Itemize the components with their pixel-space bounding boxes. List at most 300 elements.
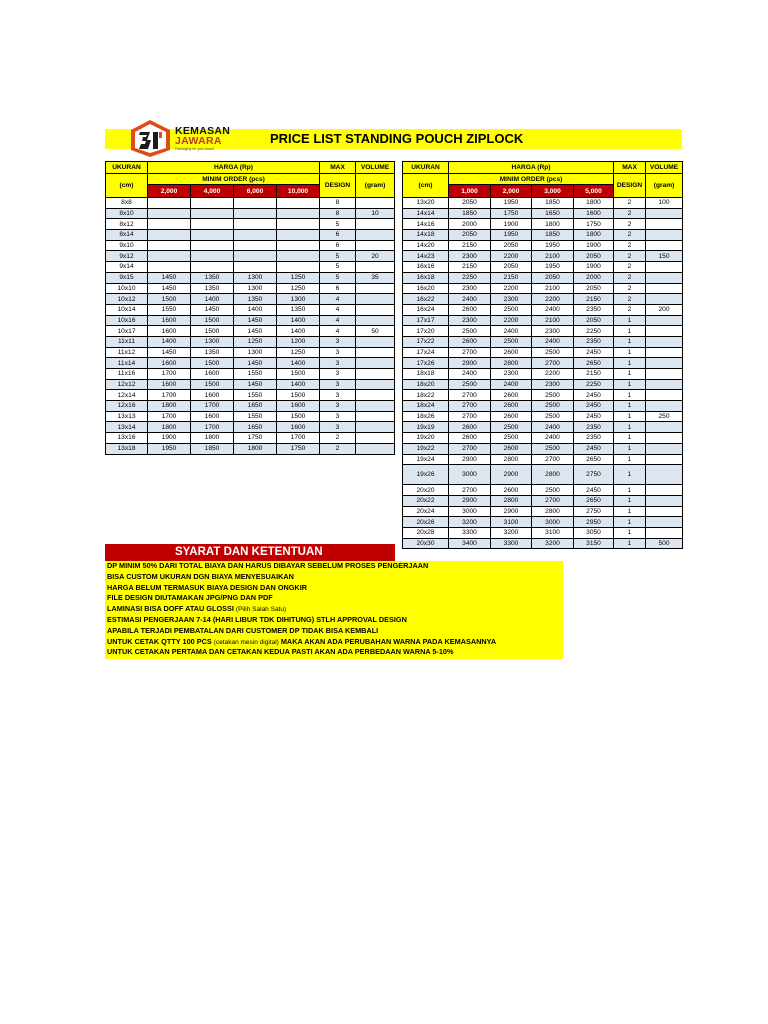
price-cell bbox=[234, 240, 277, 251]
table-row bbox=[403, 465, 683, 485]
table-row bbox=[106, 304, 395, 315]
volume-cell bbox=[356, 401, 395, 412]
size-cell: 20x22 bbox=[403, 495, 449, 506]
max-design-cell: 2 bbox=[614, 219, 646, 230]
price-cell: 2700 bbox=[449, 443, 491, 454]
price-cell: 1300 bbox=[277, 294, 320, 305]
price-cell: 1650 bbox=[532, 208, 574, 219]
price-cell: 2200 bbox=[491, 251, 532, 262]
price-cell: 1500 bbox=[191, 326, 234, 337]
volume-cell bbox=[646, 326, 683, 337]
max-design-cell: 1 bbox=[614, 517, 646, 528]
price-cell: 2150 bbox=[449, 240, 491, 251]
price-cell: 1600 bbox=[277, 401, 320, 412]
table-row bbox=[403, 198, 683, 209]
header-harga: HARGA (Rp) bbox=[449, 162, 614, 174]
size-cell: 8x14 bbox=[106, 230, 148, 241]
term-item: HARGA BELUM TERMASUK BIAYA DESIGN DAN ONGKIR bbox=[107, 582, 308, 592]
size-cell: 18x22 bbox=[403, 390, 449, 401]
price-cell: 2400 bbox=[532, 304, 574, 315]
price-cell: 1600 bbox=[191, 390, 234, 401]
price-cell: 1250 bbox=[277, 283, 320, 294]
size-cell: 14x23 bbox=[403, 251, 449, 262]
price-cell: 1650 bbox=[234, 422, 277, 433]
volume-cell bbox=[646, 517, 683, 528]
size-cell: 20x30 bbox=[403, 538, 449, 549]
volume-cell: 500 bbox=[646, 538, 683, 549]
price-cell: 1250 bbox=[277, 347, 320, 358]
price-cell bbox=[148, 251, 191, 262]
price-cell: 2050 bbox=[574, 251, 614, 262]
price-cell: 1750 bbox=[574, 219, 614, 230]
price-cell: 1300 bbox=[234, 347, 277, 358]
table-row bbox=[106, 240, 395, 251]
volume-cell bbox=[356, 379, 395, 390]
size-cell: 8x8 bbox=[106, 198, 148, 209]
price-cell: 2500 bbox=[491, 422, 532, 433]
max-design-cell: 1 bbox=[614, 495, 646, 506]
price-cell: 2400 bbox=[532, 433, 574, 444]
table-row bbox=[106, 336, 395, 347]
volume-cell bbox=[356, 262, 395, 273]
price-cell: 2350 bbox=[574, 422, 614, 433]
size-cell: 19x24 bbox=[403, 454, 449, 465]
max-design-cell: 1 bbox=[614, 358, 646, 369]
price-cell: 2350 bbox=[574, 336, 614, 347]
price-cell bbox=[148, 230, 191, 241]
size-cell: 14x16 bbox=[403, 219, 449, 230]
term-item: DP MINIM 50% DARI TOTAL BIAYA DAN HARUS DIBAYAR SEBELUM PROSES PENGERJAAN bbox=[107, 561, 429, 570]
max-design-cell: 1 bbox=[614, 411, 646, 422]
price-cell: 2300 bbox=[532, 326, 574, 337]
qty-header: 10,000 bbox=[277, 185, 320, 198]
max-design-cell: 1 bbox=[614, 454, 646, 465]
price-cell: 1600 bbox=[148, 326, 191, 337]
price-cell bbox=[277, 198, 320, 209]
price-cell bbox=[234, 208, 277, 219]
price-cell: 2100 bbox=[532, 283, 574, 294]
max-design-cell: 3 bbox=[320, 336, 356, 347]
price-cell: 1800 bbox=[234, 443, 277, 454]
volume-cell: 100 bbox=[646, 198, 683, 209]
max-design-cell: 6 bbox=[320, 230, 356, 241]
table-row bbox=[403, 527, 683, 538]
table-row bbox=[403, 538, 683, 549]
price-cell: 1600 bbox=[191, 411, 234, 422]
price-cell: 1600 bbox=[148, 379, 191, 390]
price-cell: 2650 bbox=[574, 358, 614, 369]
price-cell: 2600 bbox=[491, 401, 532, 412]
price-cell: 2250 bbox=[449, 272, 491, 283]
price-cell: 1500 bbox=[191, 379, 234, 390]
price-cell: 2600 bbox=[449, 433, 491, 444]
size-cell: 18x18 bbox=[403, 369, 449, 380]
size-cell: 16x22 bbox=[403, 294, 449, 305]
max-design-cell: 4 bbox=[320, 294, 356, 305]
volume-cell bbox=[356, 433, 395, 444]
price-cell: 3100 bbox=[532, 527, 574, 538]
header-ukuran: UKURAN bbox=[106, 162, 148, 174]
price-cell: 2300 bbox=[449, 251, 491, 262]
price-cell: 1600 bbox=[191, 369, 234, 380]
volume-cell bbox=[356, 294, 395, 305]
table-row bbox=[403, 506, 683, 517]
table-row bbox=[106, 433, 395, 444]
price-cell: 2400 bbox=[532, 336, 574, 347]
price-cell: 1500 bbox=[191, 315, 234, 326]
table-row bbox=[106, 272, 395, 283]
volume-cell bbox=[646, 369, 683, 380]
price-cell: 1200 bbox=[277, 336, 320, 347]
size-cell: 20x24 bbox=[403, 506, 449, 517]
table-row bbox=[106, 443, 395, 454]
size-cell: 16x24 bbox=[403, 304, 449, 315]
price-cell: 2900 bbox=[449, 358, 491, 369]
price-cell: 1600 bbox=[148, 315, 191, 326]
price-cell: 1550 bbox=[234, 411, 277, 422]
volume-cell bbox=[356, 347, 395, 358]
price-cell: 2150 bbox=[574, 369, 614, 380]
price-cell: 2650 bbox=[574, 454, 614, 465]
price-cell: 2500 bbox=[532, 347, 574, 358]
price-cell: 2050 bbox=[574, 283, 614, 294]
price-cell: 2950 bbox=[574, 517, 614, 528]
price-cell: 2050 bbox=[449, 198, 491, 209]
price-cell: 2600 bbox=[491, 390, 532, 401]
price-cell: 1650 bbox=[234, 401, 277, 412]
max-design-cell: 4 bbox=[320, 304, 356, 315]
qty-header: 3,000 bbox=[532, 185, 574, 198]
price-cell: 3000 bbox=[449, 465, 491, 485]
table-row bbox=[403, 433, 683, 444]
price-cell: 1900 bbox=[574, 262, 614, 273]
table-row bbox=[403, 347, 683, 358]
size-cell: 12x16 bbox=[106, 401, 148, 412]
max-design-cell: 6 bbox=[320, 240, 356, 251]
max-design-cell: 2 bbox=[614, 272, 646, 283]
price-cell: 2650 bbox=[574, 495, 614, 506]
max-design-cell: 3 bbox=[320, 390, 356, 401]
table-row bbox=[403, 326, 683, 337]
price-cell: 2500 bbox=[449, 379, 491, 390]
size-cell: 10x17 bbox=[106, 326, 148, 337]
qty-header: 4,000 bbox=[191, 185, 234, 198]
table-row bbox=[106, 390, 395, 401]
max-design-cell: 1 bbox=[614, 485, 646, 496]
brand-tagline: Packaging for your brand bbox=[175, 147, 215, 151]
max-design-cell: 2 bbox=[614, 283, 646, 294]
price-cell: 1400 bbox=[277, 358, 320, 369]
price-cell: 2050 bbox=[449, 230, 491, 241]
header-cm: (cm) bbox=[106, 174, 148, 198]
price-cell: 1450 bbox=[148, 347, 191, 358]
volume-cell bbox=[356, 240, 395, 251]
max-design-cell: 2 bbox=[614, 240, 646, 251]
size-cell: 17x24 bbox=[403, 347, 449, 358]
volume-cell bbox=[356, 358, 395, 369]
max-design-cell: 2 bbox=[320, 443, 356, 454]
price-cell: 2750 bbox=[574, 465, 614, 485]
size-cell: 13x14 bbox=[106, 422, 148, 433]
size-cell: 13x13 bbox=[106, 411, 148, 422]
price-cell: 2000 bbox=[449, 219, 491, 230]
price-cell: 3050 bbox=[574, 527, 614, 538]
price-cell: 2350 bbox=[574, 304, 614, 315]
price-cell: 2200 bbox=[491, 315, 532, 326]
price-cell: 2600 bbox=[491, 347, 532, 358]
size-cell: 13x20 bbox=[403, 198, 449, 209]
brand-name-line1: KEMASAN bbox=[175, 125, 231, 137]
header-harga: HARGA (Rp) bbox=[148, 162, 320, 174]
volume-cell: 35 bbox=[356, 272, 395, 283]
price-cell: 2500 bbox=[532, 443, 574, 454]
table-row bbox=[106, 262, 395, 273]
table-row bbox=[403, 390, 683, 401]
price-cell: 3100 bbox=[491, 517, 532, 528]
size-cell: 12x14 bbox=[106, 390, 148, 401]
price-cell bbox=[191, 208, 234, 219]
price-cell: 1300 bbox=[234, 283, 277, 294]
price-cell: 3400 bbox=[449, 538, 491, 549]
price-cell: 2100 bbox=[532, 315, 574, 326]
header-max: MAX bbox=[320, 162, 356, 174]
price-cell: 1800 bbox=[574, 230, 614, 241]
price-cell: 2450 bbox=[574, 347, 614, 358]
price-cell: 2000 bbox=[574, 272, 614, 283]
price-cell: 3000 bbox=[532, 517, 574, 528]
price-cell: 1500 bbox=[277, 411, 320, 422]
volume-cell bbox=[646, 454, 683, 465]
price-cell: 2600 bbox=[491, 443, 532, 454]
price-cell bbox=[148, 219, 191, 230]
price-cell: 3200 bbox=[491, 527, 532, 538]
price-cell: 2100 bbox=[532, 251, 574, 262]
price-cell: 1250 bbox=[234, 336, 277, 347]
max-design-cell: 8 bbox=[320, 198, 356, 209]
max-design-cell: 2 bbox=[614, 198, 646, 209]
max-design-cell: 1 bbox=[614, 369, 646, 380]
table-row bbox=[403, 315, 683, 326]
price-cell: 1750 bbox=[234, 433, 277, 444]
price-cell: 2300 bbox=[449, 283, 491, 294]
price-cell: 3300 bbox=[491, 538, 532, 549]
size-cell: 19x19 bbox=[403, 422, 449, 433]
table-row bbox=[403, 262, 683, 273]
size-cell: 11x16 bbox=[106, 369, 148, 380]
volume-cell bbox=[646, 527, 683, 538]
price-cell: 1900 bbox=[491, 219, 532, 230]
table-row bbox=[403, 495, 683, 506]
price-cell: 2450 bbox=[574, 390, 614, 401]
table-row bbox=[403, 272, 683, 283]
size-cell: 18x20 bbox=[403, 379, 449, 390]
size-cell: 17x17 bbox=[403, 315, 449, 326]
price-cell: 1850 bbox=[532, 230, 574, 241]
max-design-cell: 2 bbox=[614, 251, 646, 262]
term-item bbox=[105, 637, 563, 648]
price-cell: 2200 bbox=[491, 283, 532, 294]
volume-cell bbox=[356, 283, 395, 294]
qty-header: 1,000 bbox=[449, 185, 491, 198]
volume-cell bbox=[646, 443, 683, 454]
volume-cell bbox=[356, 230, 395, 241]
header-minim-order: MINIM ORDER (pcs) bbox=[449, 174, 614, 185]
size-cell: 19x20 bbox=[403, 433, 449, 444]
header-gram: (gram) bbox=[356, 174, 395, 198]
price-cell: 2800 bbox=[491, 358, 532, 369]
table-row bbox=[403, 294, 683, 305]
price-cell: 1700 bbox=[191, 422, 234, 433]
max-design-cell: 1 bbox=[614, 538, 646, 549]
max-design-cell: 2 bbox=[614, 262, 646, 273]
price-cell: 3300 bbox=[449, 527, 491, 538]
price-cell: 2500 bbox=[532, 390, 574, 401]
price-cell: 2450 bbox=[574, 401, 614, 412]
price-cell: 2500 bbox=[532, 411, 574, 422]
price-cell: 1800 bbox=[532, 219, 574, 230]
price-cell: 1300 bbox=[191, 336, 234, 347]
price-cell: 2150 bbox=[574, 294, 614, 305]
header-design: DESIGN bbox=[320, 174, 356, 198]
price-cell: 1500 bbox=[277, 390, 320, 401]
max-design-cell: 1 bbox=[614, 401, 646, 412]
qty-header: 6,000 bbox=[234, 185, 277, 198]
price-cell: 2700 bbox=[449, 411, 491, 422]
max-design-cell: 5 bbox=[320, 251, 356, 262]
header-ukuran: UKURAN bbox=[403, 162, 449, 174]
table-row bbox=[403, 411, 683, 422]
price-cell bbox=[191, 262, 234, 273]
price-cell: 2700 bbox=[532, 358, 574, 369]
price-cell bbox=[191, 219, 234, 230]
price-cell bbox=[191, 198, 234, 209]
table-row bbox=[106, 379, 395, 390]
table-row bbox=[106, 315, 395, 326]
table-row bbox=[403, 283, 683, 294]
size-cell: 14x14 bbox=[403, 208, 449, 219]
price-cell: 1500 bbox=[277, 369, 320, 380]
volume-cell bbox=[646, 272, 683, 283]
size-cell: 9x12 bbox=[106, 251, 148, 262]
price-cell: 2600 bbox=[491, 411, 532, 422]
price-cell: 2800 bbox=[491, 454, 532, 465]
table-row bbox=[106, 294, 395, 305]
price-cell: 2050 bbox=[491, 262, 532, 273]
price-cell bbox=[234, 262, 277, 273]
qty-header: 5,000 bbox=[574, 185, 614, 198]
size-cell: 17x22 bbox=[403, 336, 449, 347]
term-text: MAKA AKAN ADA PERUBAHAN WARNA PADA KEMASANNYA bbox=[280, 636, 497, 646]
volume-cell bbox=[356, 422, 395, 433]
max-design-cell: 3 bbox=[320, 401, 356, 412]
price-cell: 2300 bbox=[491, 369, 532, 380]
volume-cell: 10 bbox=[356, 208, 395, 219]
price-cell: 1800 bbox=[148, 422, 191, 433]
price-cell: 2050 bbox=[491, 240, 532, 251]
price-cell bbox=[234, 230, 277, 241]
price-cell bbox=[148, 198, 191, 209]
price-cell: 2050 bbox=[574, 315, 614, 326]
max-design-cell: 1 bbox=[614, 390, 646, 401]
price-cell: 2700 bbox=[532, 495, 574, 506]
size-cell: 11x14 bbox=[106, 358, 148, 369]
table-row bbox=[403, 422, 683, 433]
size-cell: 19x26 bbox=[403, 465, 449, 485]
price-cell: 1700 bbox=[148, 411, 191, 422]
header-design: DESIGN bbox=[614, 174, 646, 198]
max-design-cell: 2 bbox=[614, 208, 646, 219]
price-cell: 1700 bbox=[148, 369, 191, 380]
size-cell: 10x12 bbox=[106, 294, 148, 305]
volume-cell: 20 bbox=[356, 251, 395, 262]
size-cell: 14x20 bbox=[403, 240, 449, 251]
size-cell: 8x12 bbox=[106, 219, 148, 230]
table-row bbox=[403, 454, 683, 465]
max-design-cell: 8 bbox=[320, 208, 356, 219]
volume-cell bbox=[646, 358, 683, 369]
price-cell: 1450 bbox=[234, 358, 277, 369]
price-cell bbox=[234, 219, 277, 230]
table-row bbox=[403, 379, 683, 390]
header-volume: VOLUME bbox=[646, 162, 683, 174]
max-design-cell: 3 bbox=[320, 411, 356, 422]
table-row bbox=[403, 208, 683, 219]
price-cell: 3150 bbox=[574, 538, 614, 549]
max-design-cell: 3 bbox=[320, 369, 356, 380]
price-cell: 1500 bbox=[191, 358, 234, 369]
price-cell: 2600 bbox=[449, 422, 491, 433]
price-cell: 1750 bbox=[277, 443, 320, 454]
price-cell: 1600 bbox=[574, 208, 614, 219]
max-design-cell: 3 bbox=[320, 358, 356, 369]
volume-cell bbox=[646, 262, 683, 273]
max-design-cell: 1 bbox=[614, 422, 646, 433]
price-cell: 2900 bbox=[491, 465, 532, 485]
price-cell: 1950 bbox=[148, 443, 191, 454]
table-row bbox=[403, 230, 683, 241]
price-cell: 2450 bbox=[574, 411, 614, 422]
price-cell: 2700 bbox=[449, 347, 491, 358]
price-cell: 1950 bbox=[491, 198, 532, 209]
price-cell bbox=[277, 240, 320, 251]
table-row bbox=[403, 336, 683, 347]
price-cell: 1850 bbox=[449, 208, 491, 219]
price-cell: 2150 bbox=[491, 272, 532, 283]
table-row bbox=[403, 443, 683, 454]
term-item: ESTIMASI PENGERJAAN 7-14 (HARI LIBUR TDK DIHITUNG) STLH APPROVAL DESIGN bbox=[107, 614, 407, 624]
max-design-cell: 1 bbox=[614, 527, 646, 538]
max-design-cell: 1 bbox=[614, 506, 646, 517]
price-cell: 2400 bbox=[532, 422, 574, 433]
volume-cell bbox=[646, 495, 683, 506]
term-item: FILE DESIGN DIUTAMAKAN JPG/PNG DAN PDF bbox=[107, 593, 273, 603]
max-design-cell: 2 bbox=[614, 304, 646, 315]
size-cell: 13x18 bbox=[106, 443, 148, 454]
max-design-cell: 2 bbox=[320, 433, 356, 444]
table-row bbox=[403, 304, 683, 315]
price-cell bbox=[234, 251, 277, 262]
price-cell bbox=[148, 240, 191, 251]
price-cell: 1350 bbox=[191, 347, 234, 358]
header-minim-order: MINIM ORDER (pcs) bbox=[148, 174, 320, 185]
volume-cell bbox=[646, 390, 683, 401]
max-design-cell: 1 bbox=[614, 336, 646, 347]
price-cell bbox=[234, 198, 277, 209]
price-cell: 1600 bbox=[148, 358, 191, 369]
price-cell: 1400 bbox=[234, 304, 277, 315]
price-cell: 2900 bbox=[449, 495, 491, 506]
max-design-cell: 1 bbox=[614, 433, 646, 444]
